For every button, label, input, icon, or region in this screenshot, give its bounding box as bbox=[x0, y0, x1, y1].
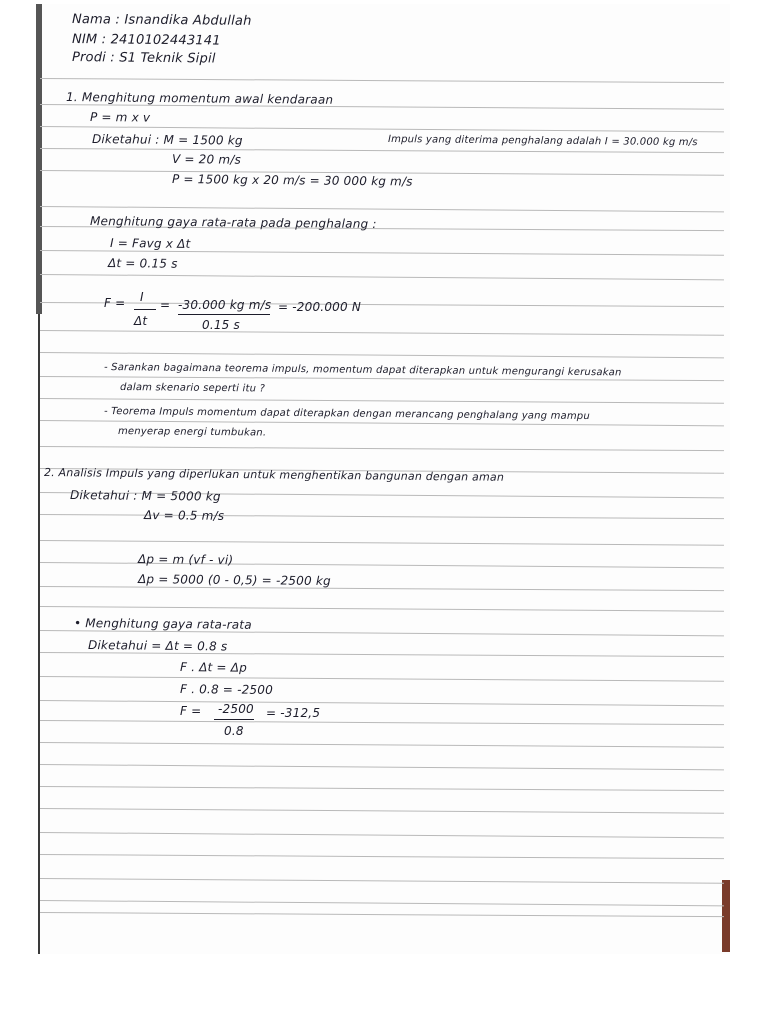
q2-title: 2. Analisis Impuls yang diperlukan untuk menghentikan bangunan dengan aman bbox=[43, 466, 505, 484]
q2-force-eq2: F . 0.8 = -2500 bbox=[179, 682, 274, 697]
q1-momentum-formula: P = m x v bbox=[89, 110, 151, 125]
q2-fraction-bar bbox=[214, 719, 254, 720]
q1-force-denominator-value: 0.15 s bbox=[202, 318, 240, 332]
q1-given-mass: Diketahui : M = 1500 kg bbox=[91, 132, 243, 148]
q2-force-numerator: -2500 bbox=[218, 702, 254, 716]
q1-force-denominator: Δt bbox=[134, 314, 148, 328]
q2-force-label: F = bbox=[180, 704, 202, 718]
q2-force-title: • Menghitung gaya rata-rata bbox=[73, 616, 252, 632]
q2-dp-formula: Δp = m (vf - vi) bbox=[137, 552, 234, 567]
student-prodi: Prodi : S1 Teknik Sipil bbox=[71, 50, 216, 67]
q1-force-title: Menghitung gaya rata-rata pada penghalang : bbox=[89, 214, 377, 232]
student-nim: NIM : 2410102443141 bbox=[71, 32, 221, 49]
q1-force-result: = -200.000 N bbox=[278, 300, 362, 314]
q1-title: 1. Menghitung momentum awal kendaraan bbox=[65, 90, 334, 107]
q2-given-dt: Diketahui = Δt = 0.8 s bbox=[87, 638, 228, 654]
q1-force-equals: = bbox=[160, 298, 171, 312]
q2-force-denominator: 0.8 bbox=[224, 724, 244, 738]
q2-given-mass: Diketahui : M = 5000 kg bbox=[69, 488, 221, 504]
q1-momentum-result: P = 1500 kg x 20 m/s = 30 000 kg m/s bbox=[171, 172, 413, 189]
q1-answer-line2: menyerap energi tumbukan. bbox=[117, 426, 267, 439]
q1-delta-t: Δt = 0.15 s bbox=[107, 256, 178, 271]
q1-force-numerator: I bbox=[140, 290, 144, 304]
q1-question-line2: dalam skenario seperti itu ? bbox=[119, 382, 266, 395]
page-binding-edge bbox=[36, 4, 42, 314]
q2-force-eq1: F . Δt = Δp bbox=[179, 660, 248, 675]
q1-fraction-bar-2 bbox=[178, 314, 270, 315]
q1-answer-line1: - Teorema Impuls momentum dapat diterapkan dengan merancang penghalang yang mampu bbox=[103, 406, 590, 423]
q1-question-line1: - Sarankan bagaimana teorema impuls, momentum dapat diterapkan untuk mengurangi kerusakan bbox=[103, 362, 622, 379]
q2-force-result: = -312,5 bbox=[266, 706, 321, 720]
q1-fraction-bar bbox=[134, 309, 156, 310]
q2-dp-calc: Δp = 5000 (0 - 0,5) = -2500 kg bbox=[137, 572, 331, 589]
q1-force-numerator-value: -30.000 kg m/s bbox=[178, 298, 272, 312]
q2-given-dv: Δv = 0.5 m/s bbox=[143, 508, 225, 523]
student-name: Nama : Isnandika Abdullah bbox=[71, 12, 252, 29]
q1-impulse-note: Impuls yang diterima penghalang adalah I = 30.000 kg m/s bbox=[387, 134, 698, 149]
q1-given-velocity: V = 20 m/s bbox=[171, 152, 242, 167]
q1-impulse-formula: I = Favg x Δt bbox=[109, 236, 191, 251]
q1-force-label: F = bbox=[104, 296, 126, 310]
